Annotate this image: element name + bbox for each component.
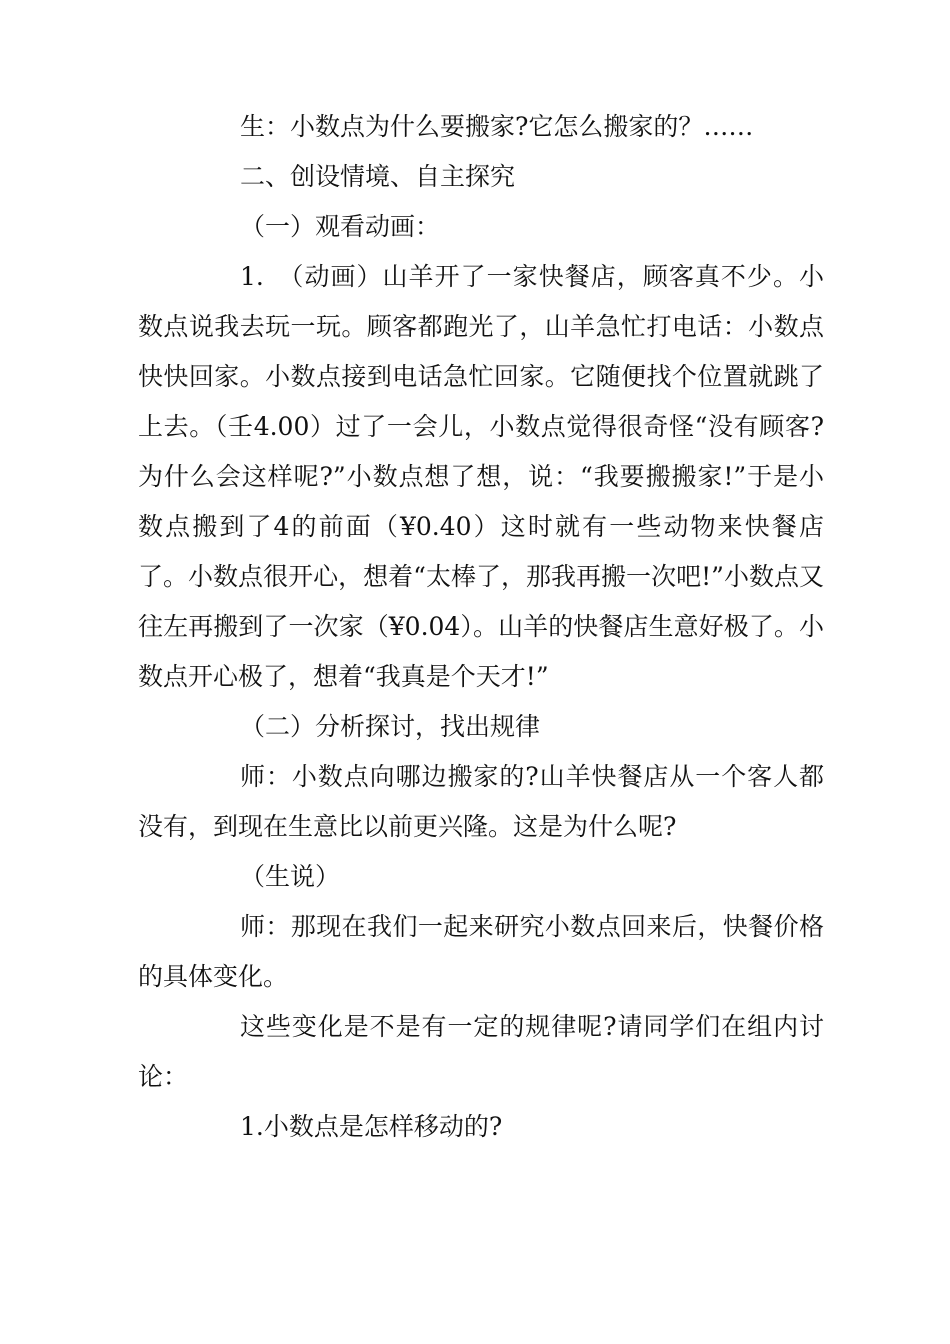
paragraph-question-1: 1.小数点是怎样移动的? bbox=[240, 1112, 503, 1141]
paragraph-student-question: 生：小数点为什么要搬家?它怎么搬家的？…… bbox=[240, 112, 754, 141]
subsection-heading-1: （一）观看动画： bbox=[240, 212, 441, 241]
document-body bbox=[138, 102, 824, 1152]
paragraph-discussion-prompt: 这些变化是不是有一定的规律呢?请同学们在组内讨论： bbox=[138, 1012, 824, 1091]
paragraph-teacher-research: 师：那现在我们一起来研究小数点回来后，快餐价格的具体变化。 bbox=[138, 912, 824, 991]
paragraph-student-answer: （生说） bbox=[240, 862, 341, 891]
section-heading-2: 二、创设情境、自主探究 bbox=[240, 162, 516, 191]
paragraph-teacher-question: 师：小数点向哪边搬家的?山羊快餐店从一个客人都没有，到现在生意比以前更兴隆。这是为什么呢? bbox=[138, 762, 824, 841]
paragraph-animation-story: 1. （动画）山羊开了一家快餐店，顾客真不少。小数点说我去玩一玩。顾客都跑光了，山羊急忙打电话：小数点快快回家。小数点接到电话急忙回家。它随便找个位置就跳了上去。（壬4.00）过了一会儿，小数点觉得很奇怪“没有顾客?为什么会这样呢?”小数点想了想，说：“我要搬搬家!”于是小数点搬到了4的前面（¥0.40）这时就有一些动物来快餐店了。小数点很开心，想着“太棒了，那我再搬一次吧!”小数点又往左再搬到了一次家（¥0.04）。山羊的快餐店生意好极了。小数点开心极了，想着“我真是个天才!” bbox=[138, 262, 824, 691]
subsection-heading-2: （二）分析探讨，找出规律 bbox=[240, 712, 541, 741]
